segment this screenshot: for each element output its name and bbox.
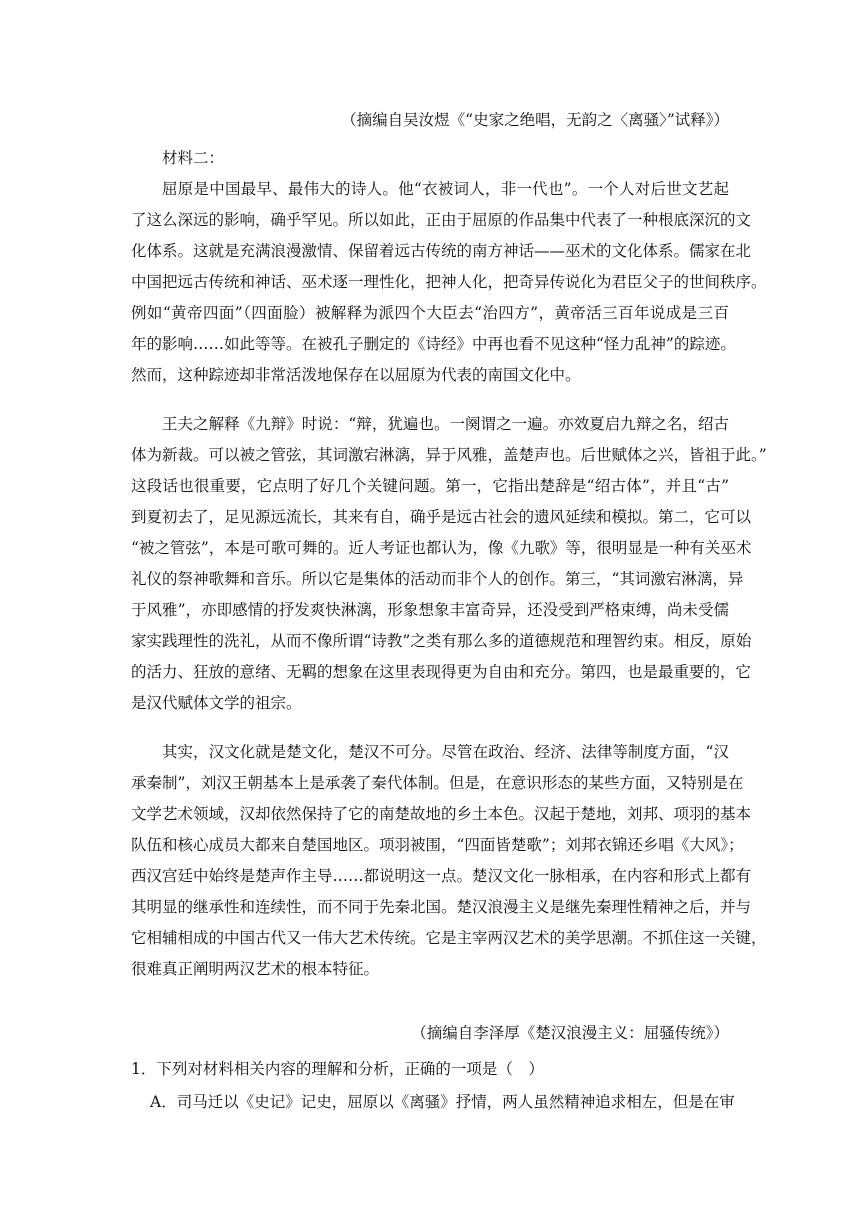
paragraph-line: 年的影响……如此等等。在被孔子删定的《诗经》中再也看不见这种“怪力乱神”的踪迹。 [131, 335, 736, 353]
paragraph-line: 到夏初去了，足见源远流长，其来有自，确乎是远古社会的遗风延续和模拟。第二，它可以 [131, 508, 752, 526]
paragraph-line: 这段话也很重要，它点明了好几个关键问题。第一，它指出楚辞是“绍古体”，并且“古” [131, 477, 729, 495]
option-a: A．司马迁以《史记》记史，屈原以《离骚》抒情，两人虽然精神追求相左，但是在审 [150, 1093, 735, 1111]
paragraph-line: “被之管弦”，本是可歌可舞的。近人考证也都认为，像《九歌》等，很明显是一种有关巫术 [131, 539, 752, 557]
question-1: 1．下列对材料相关内容的理解和分析，正确的一项是（ ） [131, 1060, 544, 1078]
material-2-heading: 材料二： [162, 149, 225, 167]
paragraph-line: 的活力、狂放的意绪、无羁的想象在这里表现得更为自由和充分。第四，也是最重要的，它 [131, 663, 752, 681]
paragraph-line: 很难真正阐明两汉艺术的根本特征。 [131, 960, 380, 978]
paragraph-line: 体为新裁。可以被之管弦，其词激宕淋漓，异于风雅，盖楚声也。后世赋体之兴，皆祖于此。” [131, 446, 767, 464]
paragraph-line: 礼仪的祭神歌舞和音乐。所以它是集体的活动而非个人的创作。第三，“其词激宕淋漓，异 [131, 570, 744, 588]
paragraph-line: 化体系。这就是充满浪漫激情、保留着远古传统的南方神话——巫术的文化体系。儒家在北 [131, 242, 752, 260]
paragraph-line: 文学艺术领域，汉却依然保持了它的南楚故地的乡土本色。汉起于楚地，刘邦、项羽的基本 [131, 805, 752, 823]
paragraph-line: 中国把远古传统和神话、巫术逐一理性化，把神人化，把奇异传说化为君臣父子的世间秩序。 [131, 273, 767, 291]
paragraph-line: 西汉宫廷中始终是楚声作主导……都说明这一点。楚汉文化一脉相承，在内容和形式上都有 [131, 867, 752, 885]
paragraph-line: 王夫之解释《九辩》时说：“辩，犹遍也。一阕谓之一遍。亦效夏启九辩之名，绍古 [162, 415, 729, 433]
paragraph-line: 屈原是中国最早、最伟大的诗人。他“衣被词人，非一代也”。一个人对后世文艺起 [162, 180, 729, 198]
paragraph-line: 然而，这种踪迹却非常活泼地保存在以屈原为代表的南国文化中。 [131, 366, 581, 384]
paragraph-line: 例如“黄帝四面”（四面脸）被解释为派四个大臣去“治四方”，黄帝活三百年说成是三百 [131, 304, 729, 322]
paragraph-line: 它相辅相成的中国古代又一伟大艺术传统。它是主宰两汉艺术的美学思潮。不抓住这一关键， [131, 929, 767, 947]
paragraph-line: 是汉代赋体文学的祖宗。 [131, 694, 302, 712]
paragraph-line: 于风雅”，亦即感情的抒发爽快淋漓，形象想象丰富奇异，还没受到严格束缚，尚未受儒 [131, 601, 729, 619]
paragraph-line: 其实，汉文化就是楚文化，楚汉不可分。尽管在政治、经济、法律等制度方面，“汉 [162, 743, 729, 761]
source-citation-1: （摘编自吴汝煜《“史家之绝唱，无韵之〈离骚〉”试释》） [341, 111, 729, 129]
paragraph-line: 了这么深远的影响，确乎罕见。所以如此，正由于屈原的作品集中代表了一种根底深沉的文 [131, 211, 752, 229]
paragraph-line: 承秦制”，刘汉王朝基本上是承袭了秦代体制。但是，在意识形态的某些方面，又特别是在 [131, 774, 744, 792]
paragraph-line: 其明显的继承性和连续性，而不同于先秦北国。楚汉浪漫主义是继先秦理性精神之后，并与 [131, 898, 752, 916]
source-citation-2: （摘编自李泽厚《楚汉浪漫主义：屈骚传统》） [411, 1024, 729, 1042]
paragraph-line: 队伍和核心成员大都来自楚国地区。项羽被围，“四面皆楚歌”；刘邦衣锦还乡唱《大风》； [131, 836, 744, 854]
paragraph-line: 家实践理性的洗礼，从而不像所谓“诗教”之类有那么多的道德规范和理智约束。相反，原始 [131, 632, 752, 650]
